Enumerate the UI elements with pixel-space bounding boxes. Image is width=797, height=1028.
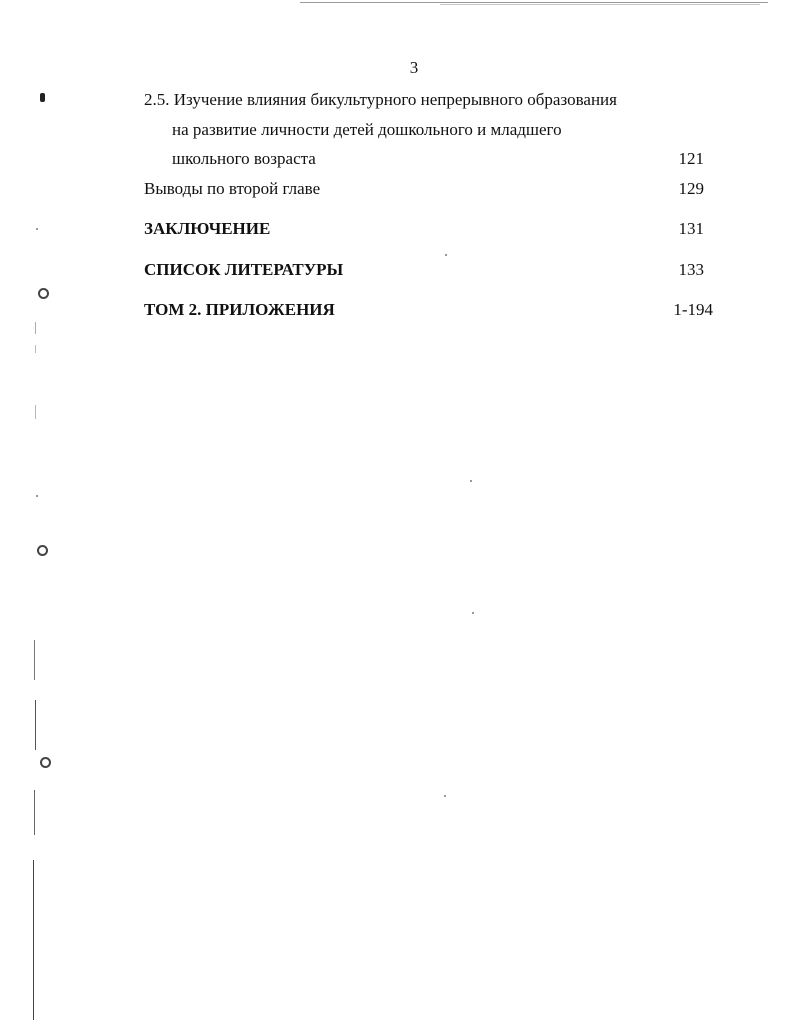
margin-line <box>35 345 36 353</box>
toc-entry-2-5-line3: школьного возраста <box>172 149 316 168</box>
scan-dot <box>470 480 472 482</box>
scan-edge-line <box>300 2 768 3</box>
binding-hole <box>40 757 51 768</box>
toc-entry-conclusion: ЗАКЛЮЧЕНИЕ <box>144 219 271 238</box>
scan-edge-line <box>440 4 760 5</box>
toc-page-references: 133 <box>678 260 704 279</box>
toc-entry-references: СПИСОК ЛИТЕРАТУРЫ <box>144 260 344 279</box>
page-number: 3 <box>409 58 419 77</box>
toc-entry-volume2: ТОМ 2. ПРИЛОЖЕНИЯ <box>144 300 335 319</box>
toc-page-volume2: 1-194 <box>673 300 713 319</box>
margin-line <box>35 700 36 750</box>
margin-line <box>34 640 35 680</box>
toc-entry-2-5-line2: на развитие личности детей дошкольного и младшего <box>172 120 562 139</box>
binding-hole <box>38 288 49 299</box>
scan-dot <box>444 795 446 797</box>
toc-page-conclusion: 131 <box>678 219 704 238</box>
toc-entry-2-5-line1: 2.5. Изучение влияния бикультурного непрерывного образования <box>144 90 617 109</box>
margin-line <box>35 405 36 419</box>
margin-mark <box>40 93 45 102</box>
toc-entry-conclusions-chapter2: Выводы по второй главе <box>144 179 321 198</box>
scan-dot <box>472 612 474 614</box>
toc-page-2-5: 121 <box>678 149 704 168</box>
scan-dot <box>36 228 38 230</box>
scan-dot <box>36 495 38 497</box>
margin-line <box>34 790 35 835</box>
scan-dot <box>445 254 447 256</box>
toc-page-conclusions-chapter2: 129 <box>678 179 704 198</box>
binding-hole <box>37 545 48 556</box>
margin-line <box>35 322 36 334</box>
margin-line <box>33 860 34 1020</box>
